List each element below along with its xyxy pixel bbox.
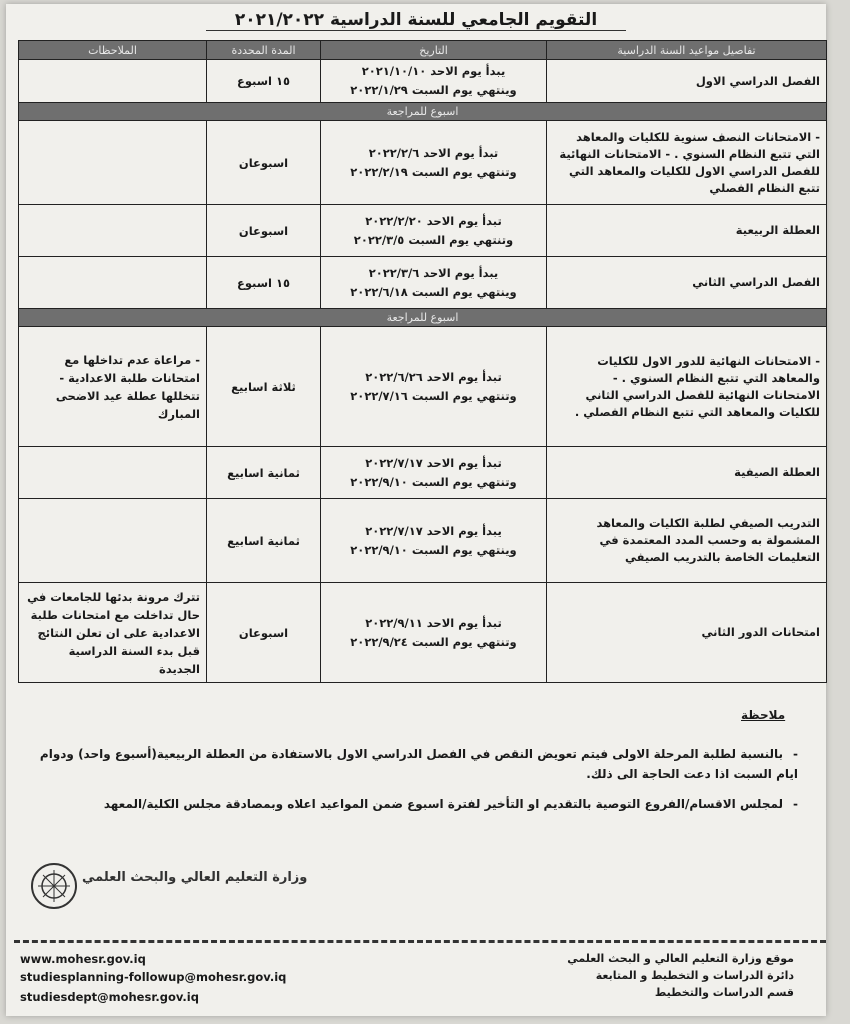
logo-text: وزارة التعليم العالي والبحث العلمي [82,870,308,885]
event-cell: العطلة الربيعية [547,205,827,257]
table-row [19,447,827,499]
document-page [6,4,826,1016]
duration-cell: اسبوعان [207,205,321,257]
ministry-logo-icon [28,856,218,916]
table-row [19,327,827,447]
footer-department: دائرة الدراسات و التخطيط و المتابعة [595,969,794,982]
section-label: اسبوع للمراجعة [19,309,827,327]
start-date: تبدأ يوم الاحد ٢٠٢٢/٢/٦ [368,145,499,160]
event-cell: الفصل الدراسي الاول [547,60,827,103]
event-cell: امتحانات الدور الثاني [547,583,827,683]
section-row [19,309,827,327]
end-date: وينتهي يوم السبت ٢٠٢٢/٦/١٨ [350,284,517,299]
duration-cell: ١٥ اسبوع [207,60,321,103]
start-date: تبدأ يوم الاحد ٢٠٢٢/٦/٢٦ [365,369,502,384]
section-label: اسبوع للمراجعة [19,103,827,121]
start-date: تبدأ يوم الاحد ٢٠٢٢/٢/٢٠ [365,213,502,228]
notes-cell [19,121,207,205]
table-row [19,205,827,257]
event-cell: - الامتحانات النصف سنوية للكليات والمعاهد التي تتبع النظام السنوي . - الامتحانات النهائية للفصل الدراسي الاول للكليات والمعاهد التي تتبع النظام الفصلي [547,121,827,205]
footer-website: www.mohesr.gov.iq [20,952,146,966]
end-date: وتنتهي يوم السبت ٢٠٢٢/٣/٥ [353,232,514,247]
date-cell [321,60,547,103]
date-cell [321,205,547,257]
duration-cell: ثلاثة اسابيع [207,327,321,447]
end-date: وتنتهي يوم السبت ٢٠٢٢/٩/١٠ [350,474,517,489]
note-item: -بالنسبة لطلبة المرحلة الاولى فيتم تعويض النقص في الفصل الدراسي الاول بالاستفادة من العطلة الربيعية(أسبوع واحد) ودوام ايام السبت اذا دعت الحاجة الى ذلك. [39,747,798,781]
event-cell: - الامتحانات النهائية للدور الاول للكليات والمعاهد التي تتبع النظام السنوي . - الامتحانات النهائية للفصل الدراسي الثاني للكليات والمعاهد التي تتبع النظام الفصلي . [547,327,827,447]
duration-cell: ثمانية اسابيع [207,499,321,583]
date-cell [321,583,547,683]
end-date: وتنتهي يوم السبت ٢٠٢٢/٢/١٩ [350,164,517,179]
header-event: تفاصيل مواعيد السنة الدراسية [547,41,827,60]
end-date: وتنتهي يوم السبت ٢٠٢٢/٧/١٦ [350,388,517,403]
notes-heading: ملاحظة [741,708,786,722]
date-cell [321,121,547,205]
start-date: يبدأ يوم الاحد ٢٠٢١/١٠/١٠ [361,64,506,78]
table-row [19,499,827,583]
table-row [19,60,827,103]
table-row [19,257,827,309]
table-header-row [19,41,827,60]
duration-cell: ١٥ اسبوع [207,257,321,309]
notes-cell: تترك مرونة بدئها للجامعات في حال تداخلت مع امتحانات طلبة الاعدادية على ان تعلن النتائج قبل بدء السنة الدراسية الجديدة [19,583,207,683]
header-date: التاريخ [321,41,547,60]
footer-ministry-site: موقع وزارة التعليم العالي و البحث العلمي [567,952,794,965]
event-cell: الفصل الدراسي الثاني [547,257,827,309]
date-cell [321,447,547,499]
duration-cell: اسبوعان [207,583,321,683]
section-row [19,103,827,121]
event-cell: التدريب الصيفي لطلبة الكليات والمعاهد المشمولة به وحسب المدد المعتمدة في التعليمات الخاصة بالتدريب الصيفي [547,499,827,583]
calendar-table [18,40,827,683]
notes-cell [19,499,207,583]
start-date: تبدأ يوم الاحد ٢٠٢٢/٧/١٧ [365,455,502,470]
event-cell: العطلة الصيفية [547,447,827,499]
note-text: لمجلس الاقسام/الفروع التوصية بالتقديم او التأخير لفترة اسبوع ضمن المواعيد اعلاه وبمصادقة مجلس الكلية/المعهد [103,797,784,811]
footer-email-planning: studiesplanning-followup@mohesr.gov.iq [20,970,287,984]
duration-cell: ثمانية اسابيع [207,447,321,499]
date-cell [321,499,547,583]
start-date: يبدأ يوم الاحد ٢٠٢٢/٣/٦ [368,265,499,280]
end-date: وينتهي يوم السبت ٢٠٢٢/٩/١٠ [350,542,517,557]
date-cell [321,257,547,309]
header-duration: المدة المحددة [207,41,321,60]
start-date: يبدأ يوم الاحد ٢٠٢٢/٧/١٧ [365,523,502,538]
footer-email-studies: studiesdept@mohesr.gov.iq [20,990,199,1004]
notes-cell [19,205,207,257]
notes-cell [19,447,207,499]
end-date: وينتهي يوم السبت ٢٠٢٢/١/٢٩ [350,83,517,97]
table-row [19,583,827,683]
note-text: بالنسبة لطلبة المرحلة الاولى فيتم تعويض النقص في الفصل الدراسي الاول بالاستفادة من العطلة الربيعية(أسبوع واحد) ودوام ايام السبت اذا دعت الحاجة الى ذلك. [39,747,798,781]
footer-divider [14,940,826,943]
duration-cell: اسبوعان [207,121,321,205]
note-item: -لمجلس الاقسام/الفروع التوصية بالتقديم او التأخير لفترة اسبوع ضمن المواعيد اعلاه وبمصادقة مجلس الكلية/المعهد [103,797,798,811]
footer-section: قسم الدراسات والتخطيط [654,986,794,999]
end-date: وتنتهي يوم السبت ٢٠٢٢/٩/٢٤ [350,634,517,649]
table-row [19,121,827,205]
date-cell [321,327,547,447]
notes-cell [19,60,207,103]
notes-cell [19,257,207,309]
start-date: تبدأ يوم الاحد ٢٠٢٢/٩/١١ [365,615,502,630]
header-notes: الملاحظات [19,41,207,60]
notes-cell: - مراعاة عدم تداخلها مع امتحانات طلبة الاعدادية - تتخللها عطلة عيد الاضحى المبارك [19,327,207,447]
page-title: التقويم الجامعي للسنة الدراسية ٢٠٢١/٢٠٢٢ [206,10,626,31]
